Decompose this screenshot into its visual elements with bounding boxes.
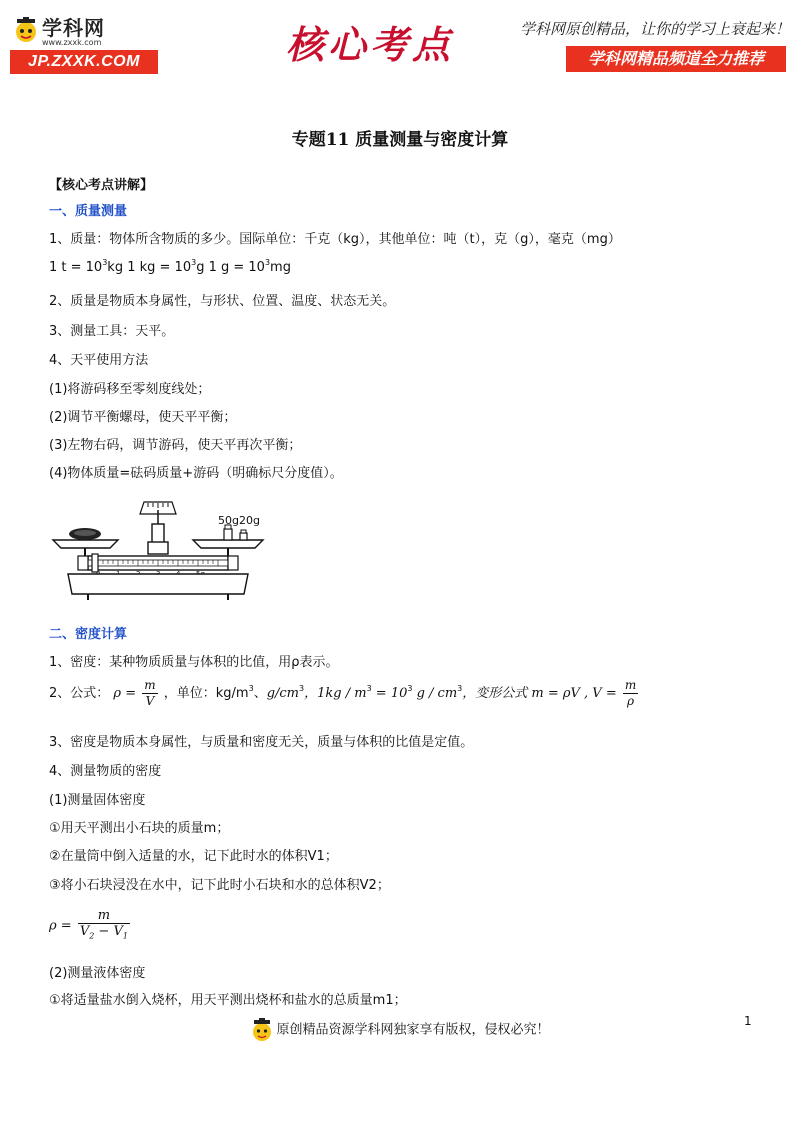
solid-step-3: ③将小石块浸没在水中，记下此时小石块和水的总体积V2； xyxy=(49,878,390,893)
section-1-title: 一、质量测量 xyxy=(49,204,128,219)
conversion: ，1kg / m xyxy=(304,686,367,701)
balance-illustration xyxy=(48,494,278,604)
logo-url: www.zxxk.com xyxy=(42,38,102,47)
exponent: 3 xyxy=(191,258,197,267)
solid-step-2: ②在量筒中倒入适量的水，记下此时水的体积V1； xyxy=(49,849,338,864)
conv-text: 1 t = 10 xyxy=(49,260,103,275)
v2: V xyxy=(79,924,90,939)
numerator: m xyxy=(624,678,637,692)
step-1: (1)将游码移至零刻度线处； xyxy=(49,382,211,397)
mass-definition: 1、质量：物体所含物质的多少。国际单位：千克（kg），其他单位：吨（t），克（g），毫克（mg） xyxy=(49,232,621,247)
conv-text: kg 1 kg = 10 xyxy=(107,260,192,275)
conv-text: g 1 g = 10 xyxy=(196,260,265,275)
g-per-cm3: g/cm xyxy=(266,686,300,701)
exponent: 3 xyxy=(457,684,463,693)
liquid-density-heading: (2)测量液体密度 xyxy=(49,966,146,981)
page-footer xyxy=(0,1016,800,1044)
weights-label: 50g20g xyxy=(218,514,260,527)
denominator xyxy=(78,924,130,944)
fraction-solid xyxy=(78,908,130,944)
unit-conversion xyxy=(49,258,291,275)
units-label: ，单位：kg/m xyxy=(163,686,249,701)
logo-text: 学科网 xyxy=(42,16,105,40)
page-header xyxy=(0,0,800,85)
exponent: 3 xyxy=(264,258,271,267)
promo-banner: 学科网精品频道全力推荐 xyxy=(566,46,786,72)
fraction-m-over-v xyxy=(142,678,157,709)
exponent: 3 xyxy=(407,684,413,693)
conversion: g / cm xyxy=(412,686,458,701)
numerator: m xyxy=(144,678,156,692)
copyright-text: 原创精品资源学科网独家享有版权，侵权必究！ xyxy=(276,1022,550,1038)
exponent: 3 xyxy=(102,258,108,267)
subscript: 2 xyxy=(89,931,95,941)
document-title: 专题11 质量测量与密度计算 xyxy=(291,130,509,150)
exponent: 3 xyxy=(366,684,372,693)
rho-equals: ρ = xyxy=(113,686,137,701)
mascot-icon xyxy=(12,16,40,44)
header-slogan: 学科网原创精品，让你的学习上衰起来！ xyxy=(520,20,791,38)
denominator: ρ xyxy=(627,694,635,708)
conv-text: mg xyxy=(270,260,291,275)
subscript: 1 xyxy=(122,931,128,941)
liquid-step-1: ①将适量盐水倒入烧杯，用天平测出烧杯和盐水的总质量m1； xyxy=(49,993,407,1008)
v1: − V xyxy=(94,924,123,939)
logo-banner: JP.ZXXK.COM xyxy=(10,50,158,74)
exponent: 3 xyxy=(248,684,254,693)
separator: 、 xyxy=(253,686,267,701)
denominator: V xyxy=(145,694,155,708)
section-heading: 【核心考点讲解】 xyxy=(49,178,154,193)
step-2: (2)调节平衡螺母，使天平平衡； xyxy=(49,410,237,425)
section-2-title: 二、密度计算 xyxy=(49,627,128,642)
solid-step-1: ①用天平测出小石块的质量m； xyxy=(49,821,230,836)
fraction-m-over-rho xyxy=(623,678,638,709)
balance-usage-heading: 4、天平使用方法 xyxy=(49,353,149,368)
banner-title: 核心考点 xyxy=(285,22,454,67)
solid-density-formula xyxy=(49,908,132,944)
density-definition: 1、密度：某种物质质量与体积的比值，用ρ表示。 xyxy=(49,655,339,670)
mass-property: 2、质量是物质本身属性，与形状、位置、温度、状态无关。 xyxy=(49,294,396,309)
measure-density-heading: 4、测量物质的密度 xyxy=(49,764,162,779)
exponent: 3 xyxy=(299,684,305,693)
step-4: (4)物体质量=砝码质量+游码（明确标尺分度值）。 xyxy=(49,466,343,481)
numerator: m xyxy=(78,908,130,924)
rho-equals: ρ = xyxy=(49,918,72,934)
step-3: (3)左物右码，调节游码，使天平再次平衡； xyxy=(49,438,302,453)
density-formula-line xyxy=(49,678,640,709)
mascot-icon xyxy=(250,1016,274,1044)
conversion: = 10 xyxy=(371,686,408,701)
page-number: 1 xyxy=(744,1014,752,1028)
measuring-tool: 3、测量工具：天平。 xyxy=(49,324,175,339)
density-property: 3、密度是物质本身属性，与质量和密度无关，质量与体积的比值是定值。 xyxy=(49,735,474,750)
formula-prefix: 2、公式： xyxy=(49,686,110,701)
solid-density-heading: (1)测量固体密度 xyxy=(49,793,146,808)
variant-formula: ，变形公式 m = ρV , V = xyxy=(462,686,617,701)
